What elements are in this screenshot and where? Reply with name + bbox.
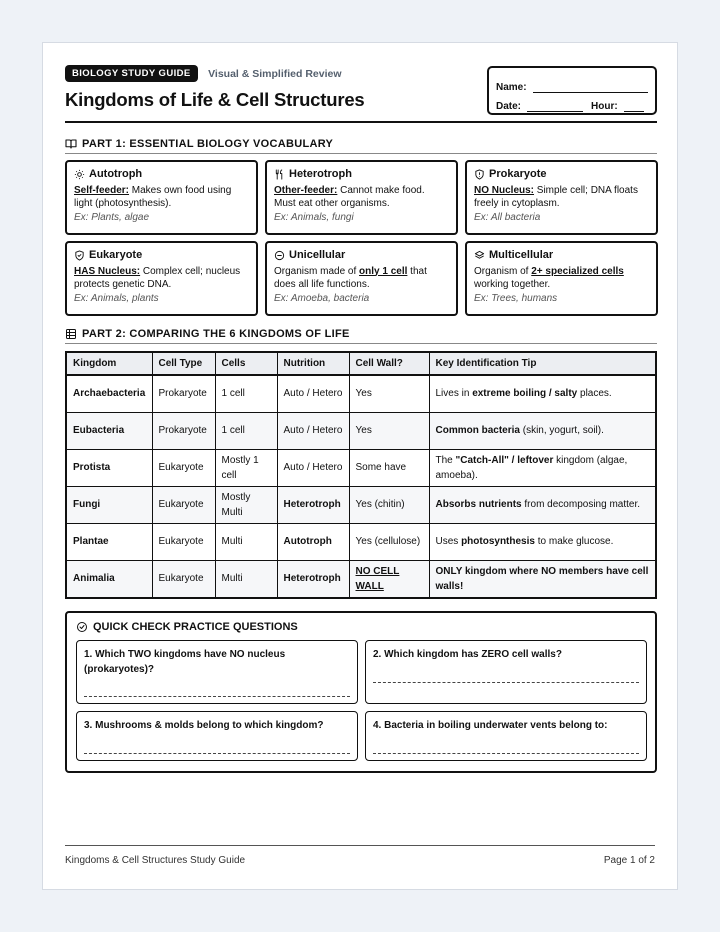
vocab-term: Unicellular [289,249,346,261]
utensils-icon [274,169,285,180]
vocab-term: Heterotroph [289,168,352,180]
name-field[interactable] [533,82,648,93]
vocab-card-heterotroph: Heterotroph Other-feeder: Cannot make food. Must eat other organisms. Ex: Animals, fungi [265,160,458,235]
date-label: Date: [496,101,522,112]
worksheet-page [42,42,678,890]
table-row: Eubacteria Prokaryote 1 cell Auto / Hetero Yes Common bacteria (skin, yogurt, soil). [66,412,656,449]
sun-icon [74,169,85,180]
col-header: Kingdom [66,352,152,375]
vocab-term: Autotroph [89,168,143,180]
question-box[interactable] [76,711,358,761]
part2-title: PART 2: COMPARING THE 6 KINGDOMS OF LIFE [65,328,657,344]
vocab-term: Prokaryote [489,168,547,180]
part1-title: PART 1: ESSENTIAL BIOLOGY VOCABULARY [65,138,657,154]
vocab-term: Eukaryote [89,249,143,261]
quick-check-title: QUICK CHECK PRACTICE QUESTIONS [76,621,646,633]
kingdoms-section [65,328,657,599]
page-number: Page 1 of 2 [603,855,655,866]
name-label: Name: [496,82,527,93]
questions-grid [76,640,646,761]
vocab-term: Multicellular [489,249,554,261]
shield-check-icon [74,250,85,261]
answer-line[interactable] [373,753,639,754]
vocab-card-autotroph: Autotroph Self-feeder: Makes own food using light (photosynthesis). Ex: Plants, algae [65,160,258,235]
table-row: Archaebacteria Prokaryote 1 cell Auto / Hetero Yes Lives in extreme boiling / salty places. [66,375,656,412]
book-open-icon [65,138,77,150]
question-box[interactable] [76,640,358,704]
student-info-box [487,66,657,115]
page-footer [65,845,655,866]
col-header: Nutrition [277,352,349,375]
date-field[interactable] [527,101,583,112]
vocabulary-section [65,138,657,316]
question-text: 3. Mushrooms & molds belong to which kingdom? [84,719,324,731]
question-text: 2. Which kingdom has ZERO cell walls? [373,648,562,660]
vocab-card-eukaryote: Eukaryote HAS Nucleus: Complex cell; nucleus protects genetic DNA. Ex: Animals, plants [65,241,258,316]
check-circle-icon [76,621,88,633]
hour-label: Hour: [591,101,618,112]
quick-check-section [65,611,657,773]
table-header-row [66,352,656,375]
circle-minus-icon [274,250,285,261]
question-text: 1. Which TWO kingdoms have NO nucleus (prokaryotes)? [84,648,286,675]
page-title: Kingdoms of Life & Cell Structures [65,89,365,110]
vocab-card-prokaryote: Prokaryote NO Nucleus: Simple cell; DNA floats freely in cytoplasm. Ex: All bacteria [465,160,658,235]
header [65,65,657,127]
question-text: 4. Bacteria in boiling underwater vents belong to: [373,719,608,731]
answer-line[interactable] [84,753,350,754]
vocab-grid [65,160,657,316]
table-row: Fungi Eukaryote Mostly Multi Heterotroph Yes (chitin) Absorbs nutrients from decomposing matter. [66,486,656,523]
col-header: Cell Type [152,352,215,375]
subject-badge: BIOLOGY STUDY GUIDE [65,65,198,82]
shield-alert-icon [474,169,485,180]
table-row: Plantae Eukaryote Multi Autotroph Yes (cellulose) Uses photosynthesis to make glucose. [66,523,656,560]
layers-icon [474,250,485,261]
vocab-card-unicellular: Unicellular Organism made of only 1 cell that does all life functions. Ex: Amoeba, bacteria [265,241,458,316]
question-box[interactable] [365,640,647,704]
footer-title: Kingdoms & Cell Structures Study Guide [65,855,246,866]
col-header: Cell Wall? [349,352,429,375]
question-box[interactable] [365,711,647,761]
col-header: Cells [215,352,277,375]
table-row: Protista Eukaryote Mostly 1 cell Auto / Hetero Some have The "Catch-All" / leftover kingdom (algae, amoeba). [66,449,656,486]
answer-line[interactable] [84,696,350,697]
header-divider [65,121,657,123]
table-row: Animalia Eukaryote Multi Heterotroph NO CELL WALL ONLY kingdom where NO members have cell walls! [66,560,656,598]
table-icon [65,328,77,340]
hour-field[interactable] [624,101,644,112]
header-subtitle: Visual & Simplified Review [208,67,342,80]
answer-line[interactable] [373,682,639,683]
vocab-card-multicellular: Multicellular Organism of 2+ specialized cells working together. Ex: Trees, humans [465,241,658,316]
col-header: Key Identification Tip [429,352,656,375]
kingdoms-table [65,351,657,599]
